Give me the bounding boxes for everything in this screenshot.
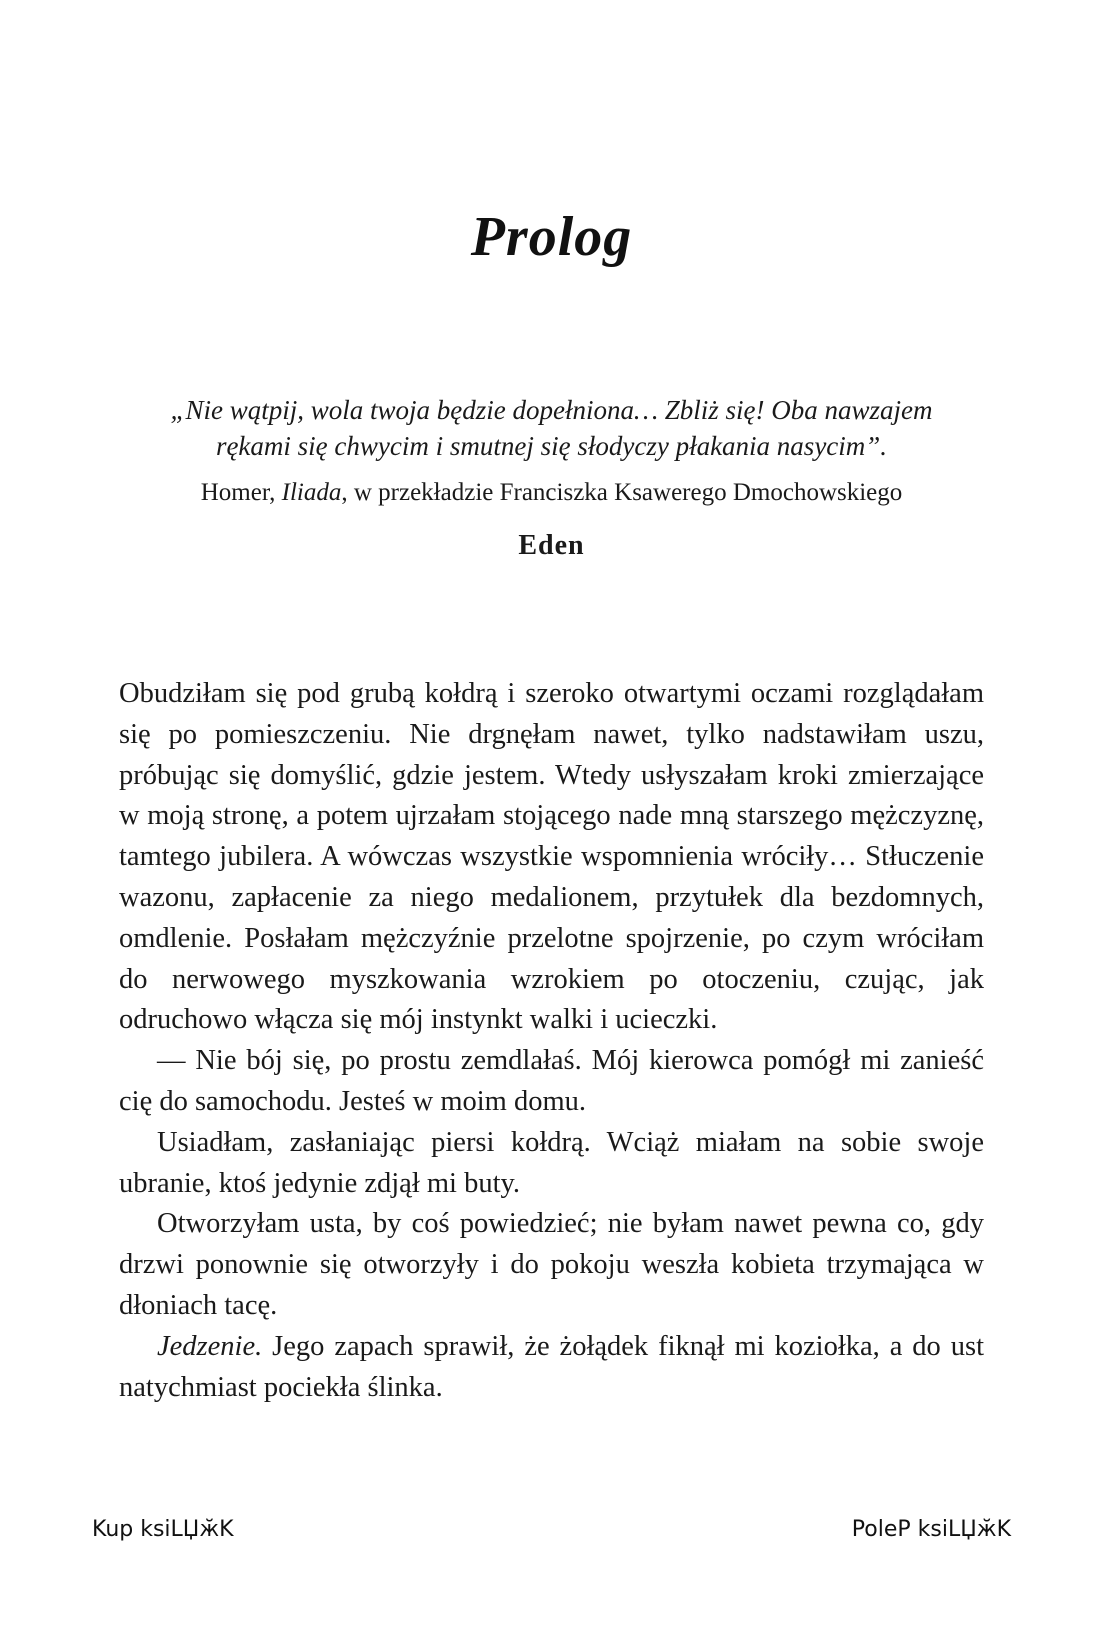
epigraph-source-title: Iliada — [281, 479, 342, 506]
section-name: Eden — [518, 530, 585, 561]
paragraph-5-rest: Jego zapach sprawił, że żołądek fiknął mi koziołka, a do ust natychmiast pociekła ślinka. — [119, 1330, 984, 1403]
epigraph-source — [110, 476, 993, 510]
epigraph-source-rest: , w przekładzie Franciszka Ksawerego Dmochowskiego — [341, 479, 903, 506]
epigraph-quote — [110, 392, 993, 464]
chapter-title: Prolog — [470, 206, 633, 268]
epigraph-quote-line-2: rękami się chwycim i smutnej się słodyczy płakania nasycim”. — [215, 431, 888, 461]
paragraph-5-italic: Jedzenie. — [157, 1330, 263, 1362]
paragraph-3: Usiadłam, zasłaniając piersi kołdrą. Wciąż miałam na sobie swoje ubranie, ktoś jedynie zdjął mi buty. — [119, 1126, 984, 1199]
paragraph-4: Otworzyłam usta, by coś powiedzieć; nie byłam nawet pewna co, gdy drzwi ponownie się otworzyły i do pokoju weszła kobieta trzymająca w dłoniach tacę. — [119, 1208, 984, 1321]
paragraph-5 — [119, 1327, 984, 1409]
paragraph-2: — Nie bój się, po prostu zemdlałaś. Mój kierowca pomógł mi zanieść cię do samochodu. Jesteś w moim domu. — [119, 1045, 984, 1117]
recommend-book-link[interactable]: PoleP ksiLЏӂK — [851, 1517, 1011, 1542]
buy-book-link[interactable]: Kup ksiLЏӂK — [92, 1517, 234, 1542]
epigraph-source-author: Homer, — [200, 479, 282, 506]
body-text — [119, 674, 984, 1408]
paragraph-1: Obudziłam się pod grubą kołdrą i szeroko otwartymi oczami rozglądałam się po pomieszczeniu. Nie drgnęłam nawet, tylko nadstawiłam uszu, próbując się domyślić, gdzie jestem. Wtedy usłyszałam kroki zmierzające w moją stronę, a potem ujrzałam stojącego nade mną starszego mężczyznę, tamtego jubilera. A wówczas wszystkie wspomnienia wróciły… Stłuczenie wazonu, zapłacenie za niego medalionem, przytułek dla bezdomnych, omdlenie. Posłałam mężczyźnie przelotne spojrzenie, po czym wróciłam do nerwowego myszkowania wzrokiem po otoczeniu, czując, jak odruchowo włącza się mój instynkt walki i ucieczki. — [119, 678, 984, 1036]
epigraph — [110, 392, 993, 510]
epigraph-quote-line-1: „Nie wątpij, wola twoja będzie dopełniona… Zbliż się! Oba nawzajem — [170, 395, 933, 425]
